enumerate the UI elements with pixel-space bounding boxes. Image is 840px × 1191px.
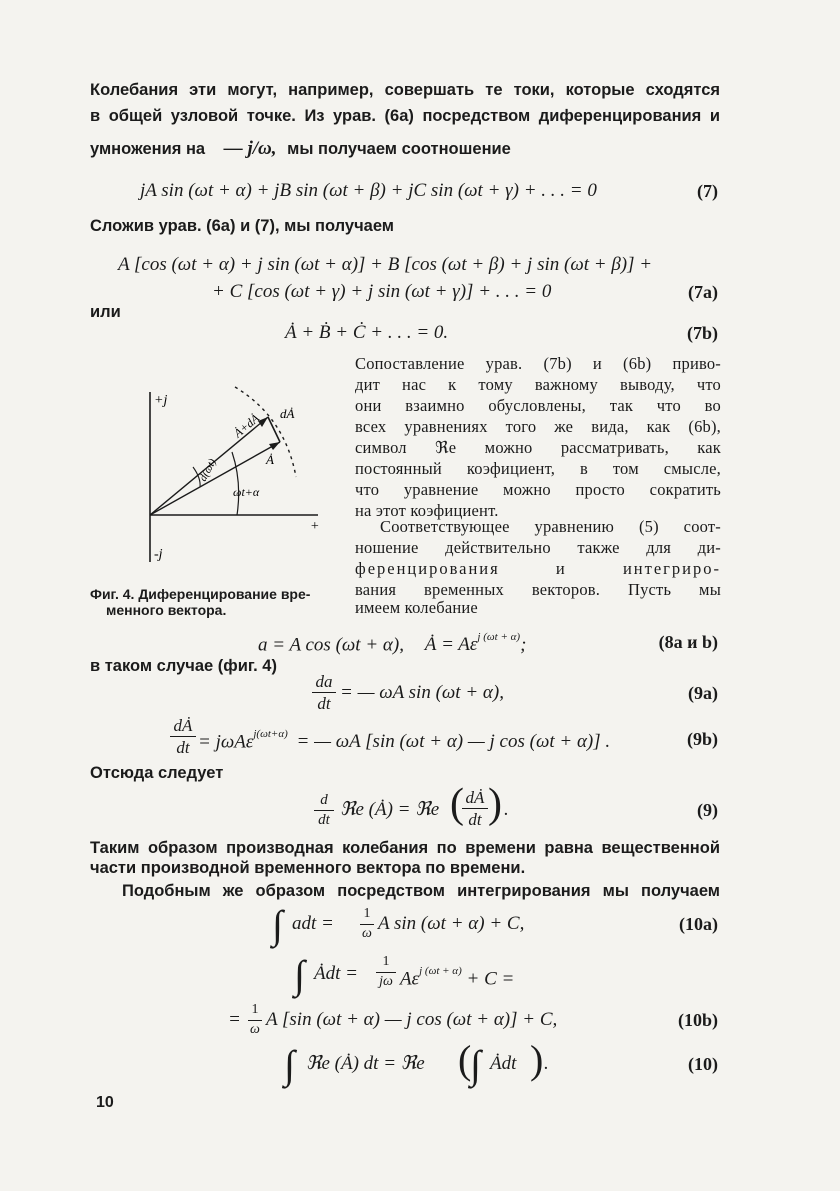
equation-number: (9): [697, 800, 718, 820]
side-text-line: постоянный коэфициент, в том смысле,: [355, 459, 721, 478]
equation-9: ℜe (Ȧ) = ℜe: [340, 799, 440, 820]
vector-sum-label: Ȧ+dȦ: [230, 411, 262, 441]
equation-9b-mid: = jωAε: [198, 731, 254, 753]
equation-number: (7a): [688, 282, 718, 302]
fraction-numerator: dȦ: [170, 716, 196, 737]
figure-4-diagram: [100, 372, 340, 582]
equation-9a: = — ωA sin (ωt + α),: [340, 682, 504, 703]
equation-10b-line2: A [sin (ωt + α) — j cos (ωt + α)] + C,: [266, 1009, 558, 1030]
equation-7a-line2: + C [cos (ωt + γ) + j sin (ωt + γ)] + . . . = 0: [212, 281, 552, 302]
text-fragment: умножения на: [90, 140, 206, 158]
fraction-denominator: ω: [362, 926, 372, 941]
fraction-denominator: dt: [468, 810, 482, 829]
equation-10a-rhs: A sin (ωt + α) + C,: [378, 913, 525, 934]
equation-number: (10a): [679, 914, 718, 934]
equation-number: (7): [697, 181, 718, 201]
side-text-line: имеем колебание: [355, 598, 478, 617]
equation-9b-rhs: = — ωA [sin (ωt + α) — j cos (ωt + α)] .: [296, 731, 611, 753]
paragraph-line: в общей узловой точке. Из урав. (6а) посредством диференцирования и: [90, 107, 720, 125]
integral-sign: ∫: [284, 1042, 295, 1087]
side-text-line: ношение действительно также для ди-: [355, 538, 721, 557]
equation-10-lhs: ℜe (Ȧ) dt = ℜe: [306, 1053, 425, 1074]
arrowhead: [269, 442, 280, 450]
exponent: j (ωt + α): [419, 965, 462, 977]
fraction-denominator: dt: [318, 812, 330, 828]
side-text-line: ференцирования и интегриро-: [355, 559, 721, 578]
angle-arc: [232, 452, 239, 515]
fraction-numerator: 1: [376, 952, 396, 973]
equation-8: [258, 630, 526, 655]
equation-8b: Ȧ = Aε: [424, 634, 478, 656]
fraction-denominator: dt: [176, 738, 190, 757]
period: .: [544, 1053, 549, 1074]
equation-number: (10b): [678, 1010, 718, 1030]
side-text-line: вания временных векторов. Пусть мы: [355, 580, 721, 599]
left-paren: (: [450, 781, 464, 827]
semicolon: ;: [520, 634, 527, 656]
paragraph-line: Таким образом производная колебания по времени равна вещественной: [90, 839, 720, 857]
paragraph-line: Колебания эти могут, например, совершать те токи, которые сходятся: [90, 81, 720, 99]
exponent: j(ωt+α): [253, 728, 288, 740]
side-text-line: всех уравнениях того же вида, как (6b),: [355, 417, 721, 436]
fraction-denominator: jω: [379, 974, 393, 989]
dwt-label: d(ωt): [197, 456, 219, 484]
left-paren: (: [458, 1037, 472, 1082]
equation-8a: a = A cos (ωt + α),: [258, 634, 404, 656]
inline-fraction: — j/ω,: [223, 138, 277, 159]
side-text-line: они взаимно обусловлены, так что во: [355, 396, 721, 415]
angle-label: ωt+α: [233, 485, 260, 499]
right-paren: ): [530, 1037, 544, 1082]
equation-7b: Ȧ + Ḃ + Ċ + . . . = 0.: [285, 322, 449, 343]
equation-10a-lhs: adt =: [292, 913, 334, 934]
equation-10b-lhs: Ȧdt =: [314, 963, 358, 984]
paragraph-line: Отсюда следует: [90, 764, 224, 782]
paragraph-line: части производной временного вектора по времени.: [90, 859, 526, 877]
equation-10b-line1: [400, 964, 514, 989]
fraction-numerator: 1: [360, 904, 374, 925]
paragraph-line: в таком случае (фиг. 4): [90, 657, 277, 675]
equation-number: (9a): [688, 683, 718, 703]
paragraph-line: [90, 139, 511, 159]
equation-7a-line1: A [cos (ωt + α) + j sin (ωt + α)] + B [cos (ωt + β) + j sin (ωt + β)] +: [118, 254, 653, 275]
text-fragment: + C =: [466, 968, 515, 990]
fraction-numerator: da: [312, 672, 336, 693]
equation-9b: [198, 727, 610, 752]
fraction-numerator: d: [314, 790, 334, 811]
fraction-denominator: ω: [250, 1022, 260, 1037]
fraction-numerator: dȦ: [462, 788, 488, 809]
vector-a: [150, 442, 280, 515]
equation-number: (7b): [687, 323, 718, 343]
equation-7: jA sin (ωt + α) + jB sin (ωt + β) + jC sin (ωt + γ) + . . . = 0: [140, 180, 597, 201]
plus-j-label: +j: [154, 393, 168, 408]
paragraph-line: Подобным же образом посредством интегрирования мы получаем: [122, 882, 720, 900]
page-number: 10: [96, 1094, 114, 1111]
vector-da: [268, 417, 280, 442]
side-text-line: на этот коэфициент.: [355, 501, 499, 520]
text-fragment: Aε: [400, 968, 420, 990]
text-fragment: мы получаем соотношение: [287, 140, 511, 158]
figure-caption: менного вектора.: [106, 602, 227, 618]
integral-sign: ∫: [272, 902, 283, 947]
equation-number: (8a и b): [658, 632, 718, 652]
side-text-line: что уравнение можно просто сократить: [355, 480, 721, 499]
equation-number: (10): [688, 1054, 718, 1074]
plus-label: +: [310, 519, 320, 534]
fraction-numerator: 1: [248, 1000, 262, 1021]
integral-sign: ∫: [470, 1042, 481, 1087]
exponent: j (ωt + α): [477, 631, 521, 643]
integral-sign: ∫: [294, 952, 305, 997]
da-label: dȦ: [280, 406, 295, 421]
paragraph-line: или: [90, 303, 121, 321]
side-text-line: символ ℜe можно рассматривать, как: [355, 438, 721, 457]
right-paren: ): [488, 781, 502, 827]
side-text-line: дит нас к тому важному выводу, что: [355, 375, 721, 394]
figure-caption: Фиг. 4. Диференцирование вре-: [90, 586, 311, 602]
equals-sign: =: [228, 1009, 241, 1030]
side-text-line: Соответствующее уравнению (5) соот-: [380, 517, 721, 536]
a-label: Ȧ: [266, 452, 274, 467]
period: .: [504, 799, 509, 820]
equation-10-inner: Ȧdt: [490, 1053, 517, 1074]
paragraph-line: Сложив урав. (6а) и (7), мы получаем: [90, 217, 395, 235]
side-text-line: Сопоставление урав. (7b) и (6b) приво-: [355, 354, 721, 373]
equation-number: (9b): [687, 729, 718, 749]
fraction-denominator: dt: [317, 694, 331, 713]
minus-j-label: -j: [154, 547, 163, 562]
